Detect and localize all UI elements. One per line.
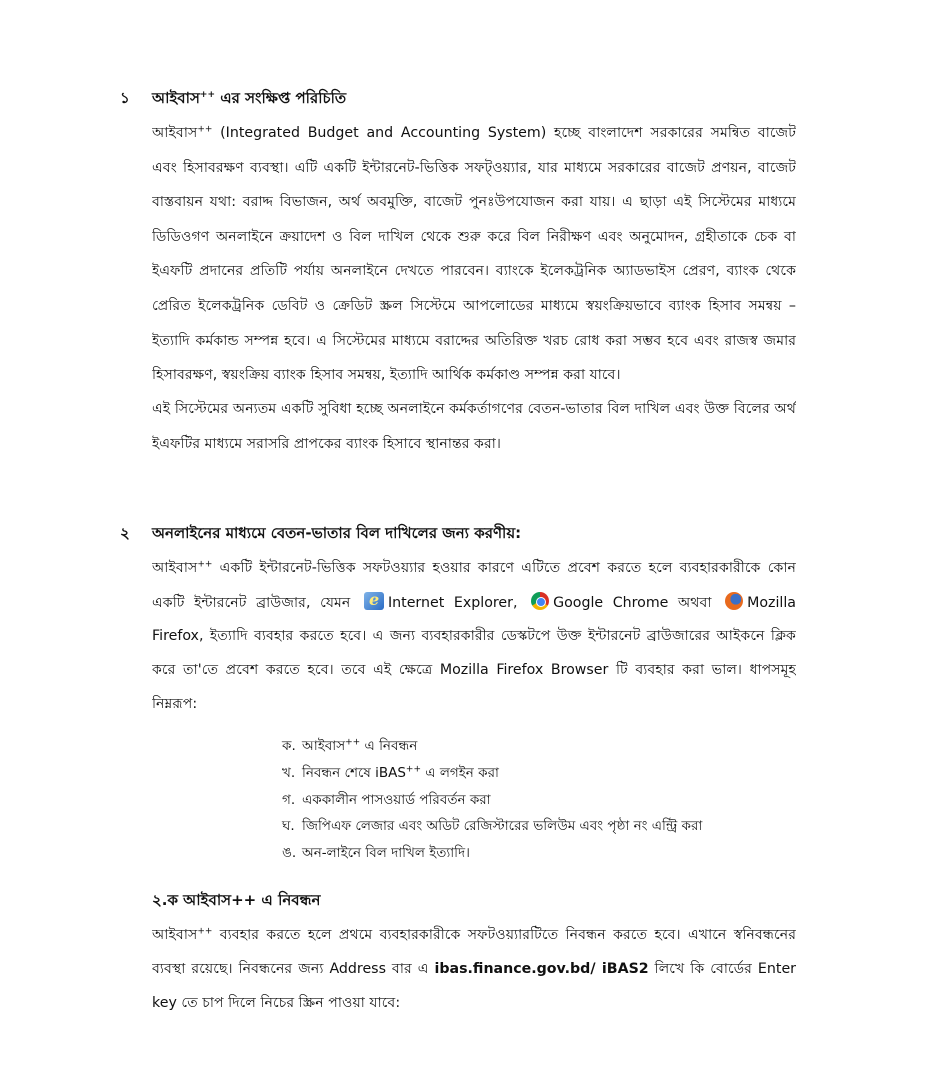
paragraph-line: ইএফটির মাধ্যমে সরাসরি প্রাপকের ব্যাংক হিসাবে স্থানান্তর করা। bbox=[152, 436, 501, 452]
paragraph-line: এই সিস্টেমের অন্যতম একটি সুবিধা হচ্ছে অনলাইনে কর্মকর্তাগণের বেতন-ভাতার বিল দাখিল এবং উক্ত বিলের অর্থ bbox=[152, 401, 796, 417]
paragraph-line: ডিডিওগণ অনলাইনে ক্রয়াদেশ ও বিল দাখিল থেকে শুরু করে বিল নিরীক্ষণ এবং অনুমোদন, গ্রহীতাকে চেক বা bbox=[152, 228, 796, 245]
paragraph-line: হিসাবরক্ষণ, স্বয়ংক্রিয় ব্যাংক হিসাব সমন্বয়, ইত্যাদি আর্থিক কর্মকাণ্ড সম্পন্ন করা যাবে। bbox=[152, 367, 621, 384]
paragraph-line: ইত্যাদি কর্মকান্ড সম্পন্ন হবে। এ সিস্টেমের মাধ্যমে বরাদ্দের অতিরিক্ত খরচ রোধ করা সম্ভব হবে এবং রাজস্ব জমার bbox=[152, 332, 796, 349]
paragraph-line: করে তা'তে প্রবেশ করতে হবে। তবে এই ক্ষেত্রে Mozilla Firefox Browser টি ব্যবহার করা ভাল। ধাপসমূহ bbox=[152, 662, 796, 678]
steps-list bbox=[282, 736, 702, 870]
section-1-paragraph-1 bbox=[152, 123, 796, 400]
paragraph-line: বাস্তবায়ন যথা: বরাদ্দ বিভাজন, অর্থ অবমুক্তি, বাজেট পুনঃউপযোজন করা যায়। এ ছাড়া এই সিস্টেমের মাধ্যমে bbox=[152, 194, 796, 211]
google-chrome-label: Google Chrome bbox=[553, 595, 669, 611]
paragraph-line: ইএফটি প্রদানের প্রতিটি পর্যায় অনলাইনে দেখতে পারবেন। ব্যাংকে ইলেকট্রনিক অ্যাডভাইস প্রেরণ, ব্যাংক থেকে bbox=[152, 263, 796, 280]
paragraph-line: আইবাস++ একটি ইন্টারনেট-ভিত্তিক সফটওয়্যার হওয়ার কারণে এটিতে প্রবেশ করতে হলে ব্যবহারকারীকে কোন bbox=[152, 559, 796, 576]
internet-explorer-icon bbox=[364, 592, 384, 610]
section-2-title: অনলাইনের মাধ্যমে বেতন-ভাতার বিল দাখিলের জন্য করণীয়: bbox=[152, 524, 522, 542]
mozilla-firefox-icon bbox=[725, 592, 743, 610]
section-2-number: ২ bbox=[120, 524, 130, 542]
google-chrome-icon bbox=[531, 592, 549, 610]
paragraph-line-url: ব্যবস্থা রয়েছে। নিবন্ধনের জন্য Address বার এ ibas.finance.gov.bd/ iBAS2 লিখে কি বোর্ডের Enter bbox=[152, 961, 796, 977]
list-item: গ. এককালীন পাসওয়ার্ড পরিবর্তন করা bbox=[282, 791, 491, 808]
section-2-paragraph bbox=[152, 558, 796, 728]
paragraph-line: নিম্নরূপ: bbox=[152, 696, 198, 712]
list-item: খ. নিবন্ধন শেষে iBAS++ এ লগইন করা bbox=[282, 764, 499, 781]
paragraph-line: এবং হিসাবরক্ষণ ব্যবস্থা। এটি একটি ইন্টারনেট-ভিত্তিক সফট্ওয়্যার, যার মাধ্যমে সরকারের বাজেট প্রণয়ন, বাজেট bbox=[152, 159, 796, 176]
list-item: ঘ. জিপিএফ লেজার এবং অডিট রেজিস্টারের ভলিউম এবং পৃষ্ঠা নং এন্ট্রি করা bbox=[282, 818, 703, 835]
paragraph-line-browsers: একটি ইন্টারনেট ব্রাউজার, যেমন eInternet Explorer, Google Chrome অথবা Mozilla bbox=[152, 592, 796, 626]
paragraph-line: key তে চাপ দিলে নিচের স্ক্রিন পাওয়া যাবে: bbox=[152, 995, 401, 1011]
section-1-title: আইবাস++ এর সংক্ষিপ্ত পরিচিতি bbox=[152, 89, 347, 107]
paragraph-line: আইবাস++ (Integrated Budget and Accounting System) হচ্ছে বাংলাদেশ সরকারের সমন্বিত বাজেট bbox=[152, 124, 796, 141]
paragraph-line: Firefox, ইত্যাদি ব্যবহার করতে হবে। এ জন্য ব্যবহারকারীর ডেস্কটপে উক্ত ইন্টারনেট ব্রাউজারের আইকনে ক্লিক bbox=[152, 628, 796, 644]
section-1-number: ১ bbox=[120, 89, 130, 107]
internet-explorer-label: Internet Explorer, bbox=[387, 595, 518, 611]
section-2a-heading bbox=[152, 889, 321, 914]
list-item: ঙ. অন-লাইনে বিল দাখিল ইত্যাদি। bbox=[282, 845, 470, 862]
section-2a-paragraph bbox=[152, 925, 796, 1027]
paragraph-line: প্রেরিত ইলেকট্রনিক ডেবিট ও ক্রেডিট স্ক্রল সিস্টেমে আপলোডের মাধ্যমে স্বয়ংক্রিয়ভাবে ব্যাংক হিসাব সমন্বয় – bbox=[152, 297, 796, 314]
section-2a-title: ২.ক আইবাস++ এ নিবন্ধন bbox=[152, 891, 321, 909]
section-1-paragraph-2 bbox=[152, 399, 796, 469]
paragraph-line: আইবাস++ ব্যবহার করতে হলে প্রথমে ব্যবহারকারীকে সফটওয়্যারটিতে নিবন্ধন করতে হবে। এখানে স্বনিবন্ধনের bbox=[152, 926, 796, 943]
ibas-url: ibas.finance.gov.bd/ iBAS2 bbox=[434, 961, 649, 977]
list-item: ক. আইবাস++ এ নিবন্ধন bbox=[282, 737, 418, 754]
mozilla-firefox-label: Mozilla bbox=[747, 595, 796, 611]
